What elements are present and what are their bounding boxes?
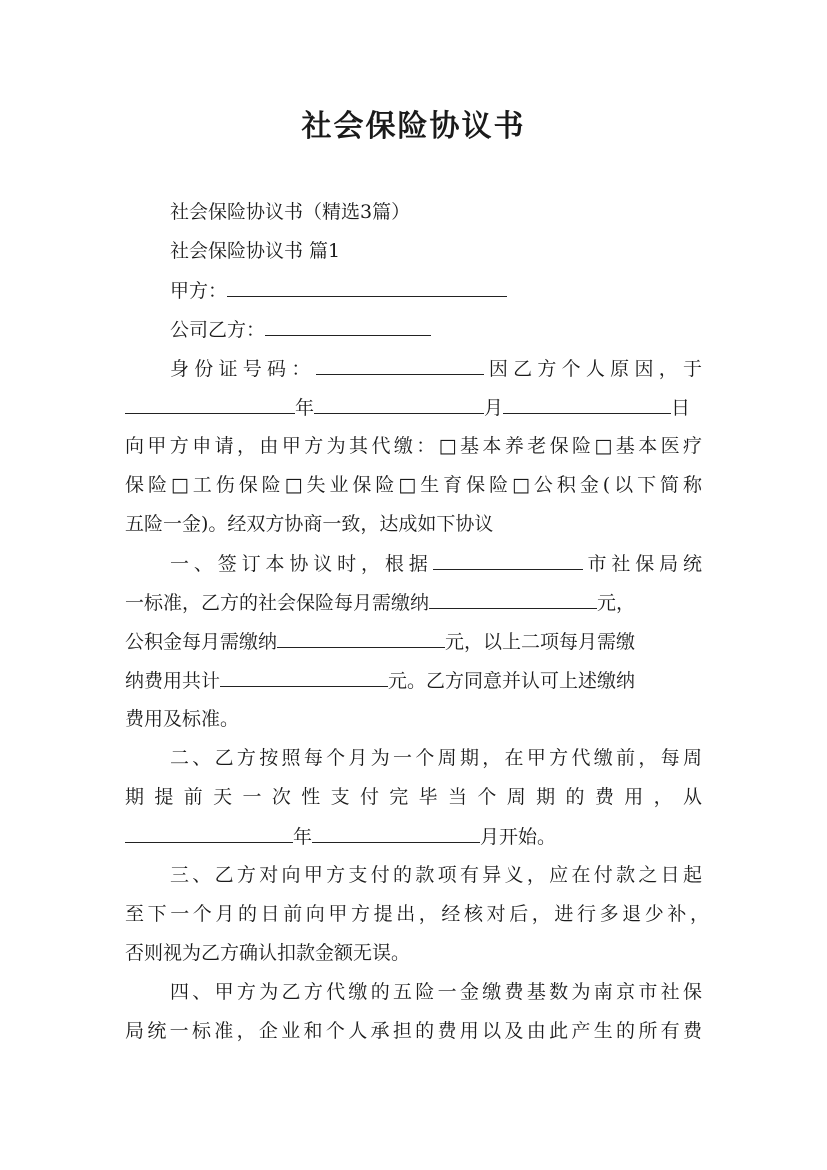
clause-1-line-4 (125, 668, 635, 693)
start-month-blank (312, 824, 480, 843)
clause-2-line-2: 期提前天一次性支付完毕当个周期的费用，从 (125, 786, 702, 808)
paragraph-1-line-4: 五险一金)。经双方协商一致，达成如下协议 (125, 513, 494, 535)
clause-1-line-3-text-a: 公积金每月需缴纳 (125, 631, 278, 653)
fund-amount-blank (277, 629, 445, 648)
clause-1-line-2-text-a: 一标准，乙方的社会保险每月需缴纳 (125, 592, 430, 614)
id-row (170, 356, 702, 381)
document-subtitle: 社会保险协议书（精选3篇） (170, 201, 411, 223)
clause-1-line-3-text-b: 元，以上二项每月需缴 (445, 631, 636, 653)
city-blank (433, 551, 583, 570)
section-heading: 社会保险协议书 篇1 (170, 240, 341, 262)
clause-1-line-4-text-b: 元。乙方同意并认可上述缴纳 (388, 670, 636, 692)
start-month-text: 月开始。 (480, 826, 557, 848)
document-title: 社会保险协议书 (301, 109, 526, 144)
clause-1-line-2-text-b: 元， (597, 592, 636, 614)
clause-1-line-3 (125, 629, 635, 654)
start-year-char: 年 (293, 826, 313, 848)
id-blank (316, 356, 484, 375)
start-year-blank (125, 824, 293, 843)
paragraph-1-line-2: 向甲方申请，由甲方为其代缴：□基本养老保险□基本医疗 (125, 435, 702, 457)
month-blank (314, 395, 484, 414)
reason-text: 因乙方个人原因，于 (483, 358, 702, 380)
clause-3-line-3: 否则视为乙方确认扣款金额无误。 (125, 942, 411, 964)
party-a-label: 甲方： (170, 280, 228, 302)
clause-2-line-3 (125, 824, 556, 849)
clause-3-line-1: 三、乙方对向甲方支付的款项有异义，应在付款之日起 (170, 864, 702, 886)
year-char: 年 (295, 397, 315, 419)
id-label: 身份证号码： (170, 358, 316, 380)
insurance-amount-blank (429, 590, 597, 609)
clause-1-line-2 (125, 590, 635, 615)
clause-4-line-2: 局统一标准，企业和个人承担的费用以及由此产生的所有费 (125, 1020, 702, 1042)
clause-1-line-1 (170, 551, 702, 576)
clause-1-line-5: 费用及标准。 (125, 708, 240, 730)
date-row (125, 395, 690, 420)
clause-2-line-1: 二、乙方按照每个月为一个周期，在甲方代缴前，每周 (170, 747, 702, 769)
clause-1-line-4-text-a: 纳费用共计 (125, 670, 221, 692)
day-char: 日 (671, 397, 691, 419)
party-a-row (170, 278, 507, 303)
party-b-blank (265, 317, 431, 336)
clause-3-line-2: 至下一个月的日前向甲方提出，经核对后，进行多退少补， (125, 903, 709, 925)
party-b-label: 公司乙方： (170, 319, 266, 341)
total-amount-blank (220, 668, 388, 687)
party-b-row (170, 317, 431, 342)
clause-1-text-a: 一、签订本协议时，根据 (170, 553, 433, 575)
day-blank (503, 395, 671, 414)
year-blank (125, 395, 295, 414)
clause-1-text-b: 市社保局统 (582, 553, 702, 575)
party-a-blank (227, 278, 507, 297)
month-char: 月 (484, 397, 504, 419)
clause-4-line-1: 四、甲方为乙方代缴的五险一金缴费基数为南京市社保 (170, 981, 702, 1003)
paragraph-1-line-3: 保险□工伤保险□失业保险□生育保险□公积金(以下简称 (125, 474, 702, 496)
